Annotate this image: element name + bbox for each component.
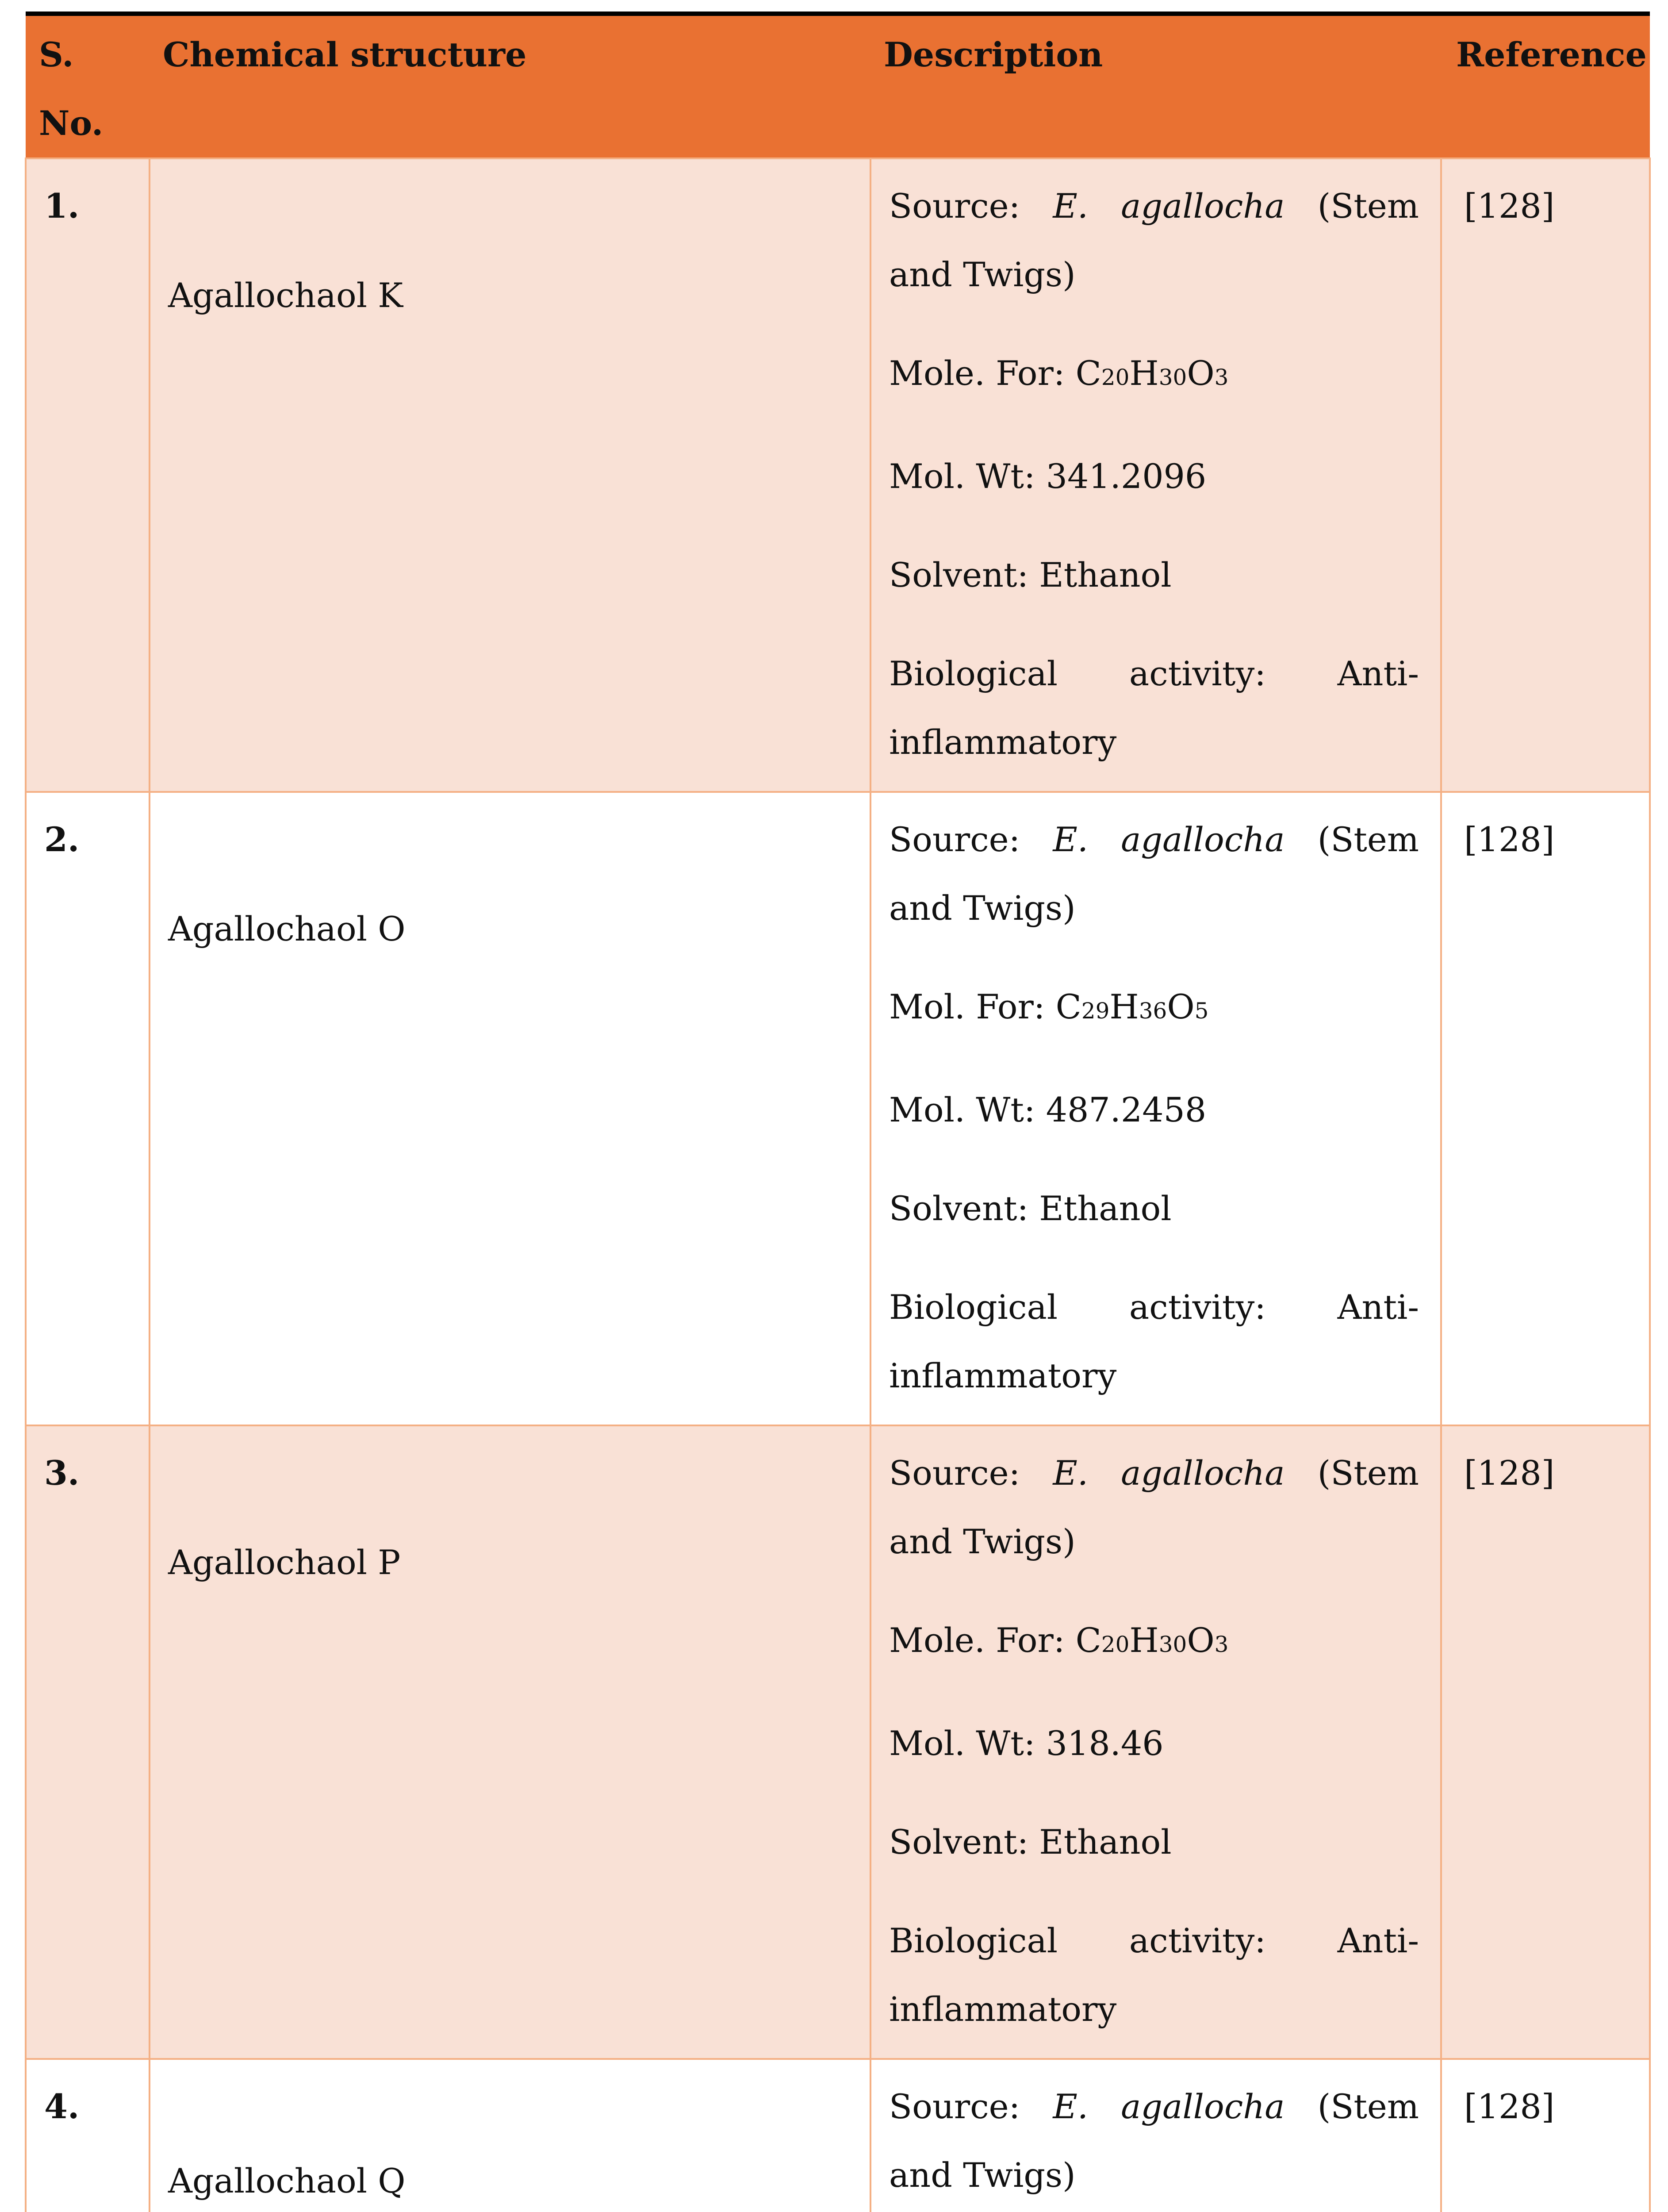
source-line: Source: E. agallocha (Stem and Twigs) — [889, 820, 1419, 928]
compound-description — [870, 1425, 1441, 2059]
header-sno: S. No. — [26, 14, 150, 158]
header-structure: Chemical structure — [150, 14, 870, 158]
table-row — [26, 792, 1650, 1425]
header-reference: Reference — [1441, 14, 1650, 158]
formula-line: Mole. For: C20H30O3 — [889, 353, 1229, 393]
compound-table — [25, 12, 1651, 2212]
table-row — [26, 158, 1650, 792]
table-row — [26, 2059, 1650, 2212]
solvent-line: Solvent: Ethanol — [889, 1189, 1172, 1228]
source-line: Source: E. agallocha (Stem and Twigs) — [889, 2087, 1419, 2195]
molwt-line: Mol. Wt: 341.2096 — [889, 457, 1207, 496]
activity-line: Biological activity: Anti- inflammatory — [889, 1287, 1419, 1395]
compound-name: Agallochaol K — [150, 158, 870, 792]
formula-line: Mole. For: C20H30O3 — [889, 1621, 1229, 1660]
row-number: 3. — [26, 1425, 150, 2059]
row-number: 2. — [26, 792, 150, 1425]
species-name: E. agallocha — [1053, 1453, 1285, 1493]
table-header-row — [26, 14, 1650, 158]
compound-description — [870, 792, 1441, 1425]
compound-name: Agallochaol P — [150, 1425, 870, 2059]
molwt-line: Mol. Wt: 318.46 — [889, 1724, 1164, 1763]
activity-line: Biological activity: Anti- inflammatory — [889, 654, 1419, 762]
solvent-line: Solvent: Ethanol — [889, 555, 1172, 595]
row-number: 4. — [26, 2059, 150, 2212]
formula-line: Mol. For: C29H36O5 — [889, 987, 1209, 1026]
header-description: Description — [870, 14, 1441, 158]
solvent-line: Solvent: Ethanol — [889, 1822, 1172, 1862]
source-line: Source: E. agallocha (Stem and Twigs) — [889, 186, 1419, 294]
species-name: E. agallocha — [1053, 2087, 1285, 2126]
species-name: E. agallocha — [1053, 186, 1285, 226]
compound-name: Agallochaol O — [150, 792, 870, 1425]
compound-description — [870, 158, 1441, 792]
source-line: Source: E. agallocha (Stem and Twigs) — [889, 1453, 1419, 1561]
compound-description — [870, 2059, 1441, 2212]
activity-line: Biological activity: Anti- inflammatory — [889, 1921, 1419, 2029]
reference-cell: [128] — [1441, 1425, 1650, 2059]
molwt-line: Mol. Wt: 487.2458 — [889, 1090, 1207, 1129]
reference-cell: [128] — [1441, 792, 1650, 1425]
compound-table-container — [25, 12, 1649, 2212]
row-number: 1. — [26, 158, 150, 792]
compound-name: Agallochaol Q — [150, 2059, 870, 2212]
reference-cell: [128] — [1441, 2059, 1650, 2212]
species-name: E. agallocha — [1053, 820, 1285, 859]
table-row — [26, 1425, 1650, 2059]
reference-cell: [128] — [1441, 158, 1650, 792]
